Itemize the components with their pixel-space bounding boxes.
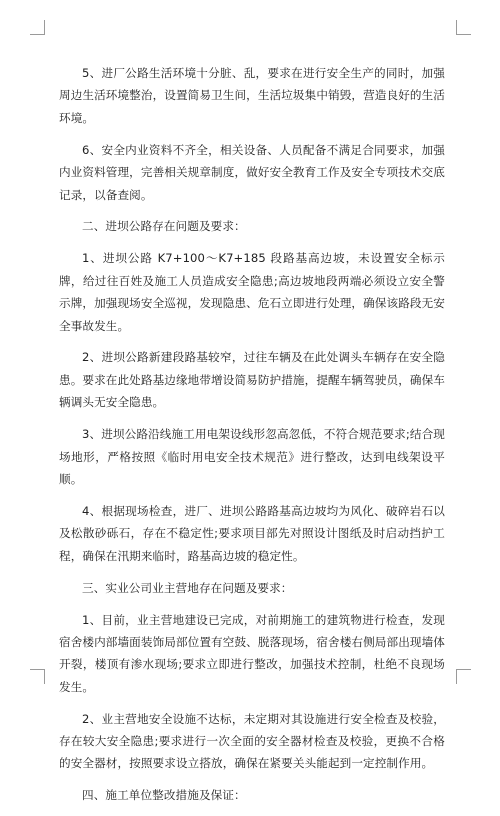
crop-mark-bottom-left	[30, 669, 45, 684]
document-body	[59, 62, 445, 816]
paragraph-dam-road-2: 2、进坝公路新建段路基较窄，过往车辆及在此处调头车辆存在安全隐患。要求在此处路基边缘地带增设简易防护措施，提醒车辆驾驶员，确保车辆调头无安全隐患。	[59, 350, 445, 410]
paragraph-dam-road-4: 4、根据现场检查，进厂、进坝公路路基高边坡均为风化、破碎岩石以及松散砂砾石，存在不稳定性;要求项目部先对照设计图纸及时启动挡护工程，确保在汛期来临时，路基高边坡的稳定性。	[59, 503, 445, 563]
paragraph-dam-road-1: 1、进坝公路 K7+100～K7+185 段路基高边坡，未设置安全标示牌，给过往百姓及施工人员造成安全隐患;高边坡地段两端必须设立安全警示牌，加强现场安全巡视，发现隐患、危石立即进行处理，确保该路段无安全事故发生。	[59, 251, 445, 333]
section-heading-2: 二、进坝公路存在问题及要求：	[82, 219, 246, 234]
paragraph-camp-1: 1、目前，业主营地建设已完成，对前期施工的建筑物进行检查，发现宿舍楼内部墙面装饰局部位置有空鼓、脱落现场，宿舍楼右侧局部出现墙体开裂，楼顶有渗水现场;要求立即进行整改，加强技术控制，杜绝不良现场发生。	[59, 612, 445, 694]
paragraph-item-6: 6、安全内业资料不齐全，相关设备、人员配备不满足合同要求，加强内业资料管理，完善相关规章制度，做好安全教育工作及安全专项技术交底记录，以备查阅。	[59, 142, 445, 202]
section-heading-3: 三、实业公司业主营地存在问题及要求：	[82, 580, 293, 595]
paragraph-item-5: 5、进厂公路生活环境十分脏、乱，要求在进行安全生产的同时，加强周边生活环境整治，设置简易卫生间，生活垃圾集中销毁，营造良好的生活环境。	[59, 66, 445, 125]
crop-mark-top-left	[30, 20, 45, 35]
crop-mark-bottom-right	[456, 669, 471, 684]
paragraph-camp-2: 2、业主营地安全设施不达标，未定期对其设施进行安全检查及校验，存在较大安全隐患;要求进行一次全面的安全器材检查及校验，更换不合格的安全器材，按照要求设立搭放，确保在紧要关头能起到一定控制作用。	[59, 711, 445, 771]
crop-mark-top-right	[456, 20, 471, 35]
section-heading-4: 四、施工单位整改措施及保证：	[82, 788, 246, 803]
paragraph-dam-road-3: 3、进坝公路沿线施工用电架设线形忽高忽低，不符合规范要求;结合现场地形，严格按照《临时用电安全技术规范》进行整改，达到电线架设平顺。	[59, 427, 445, 486]
